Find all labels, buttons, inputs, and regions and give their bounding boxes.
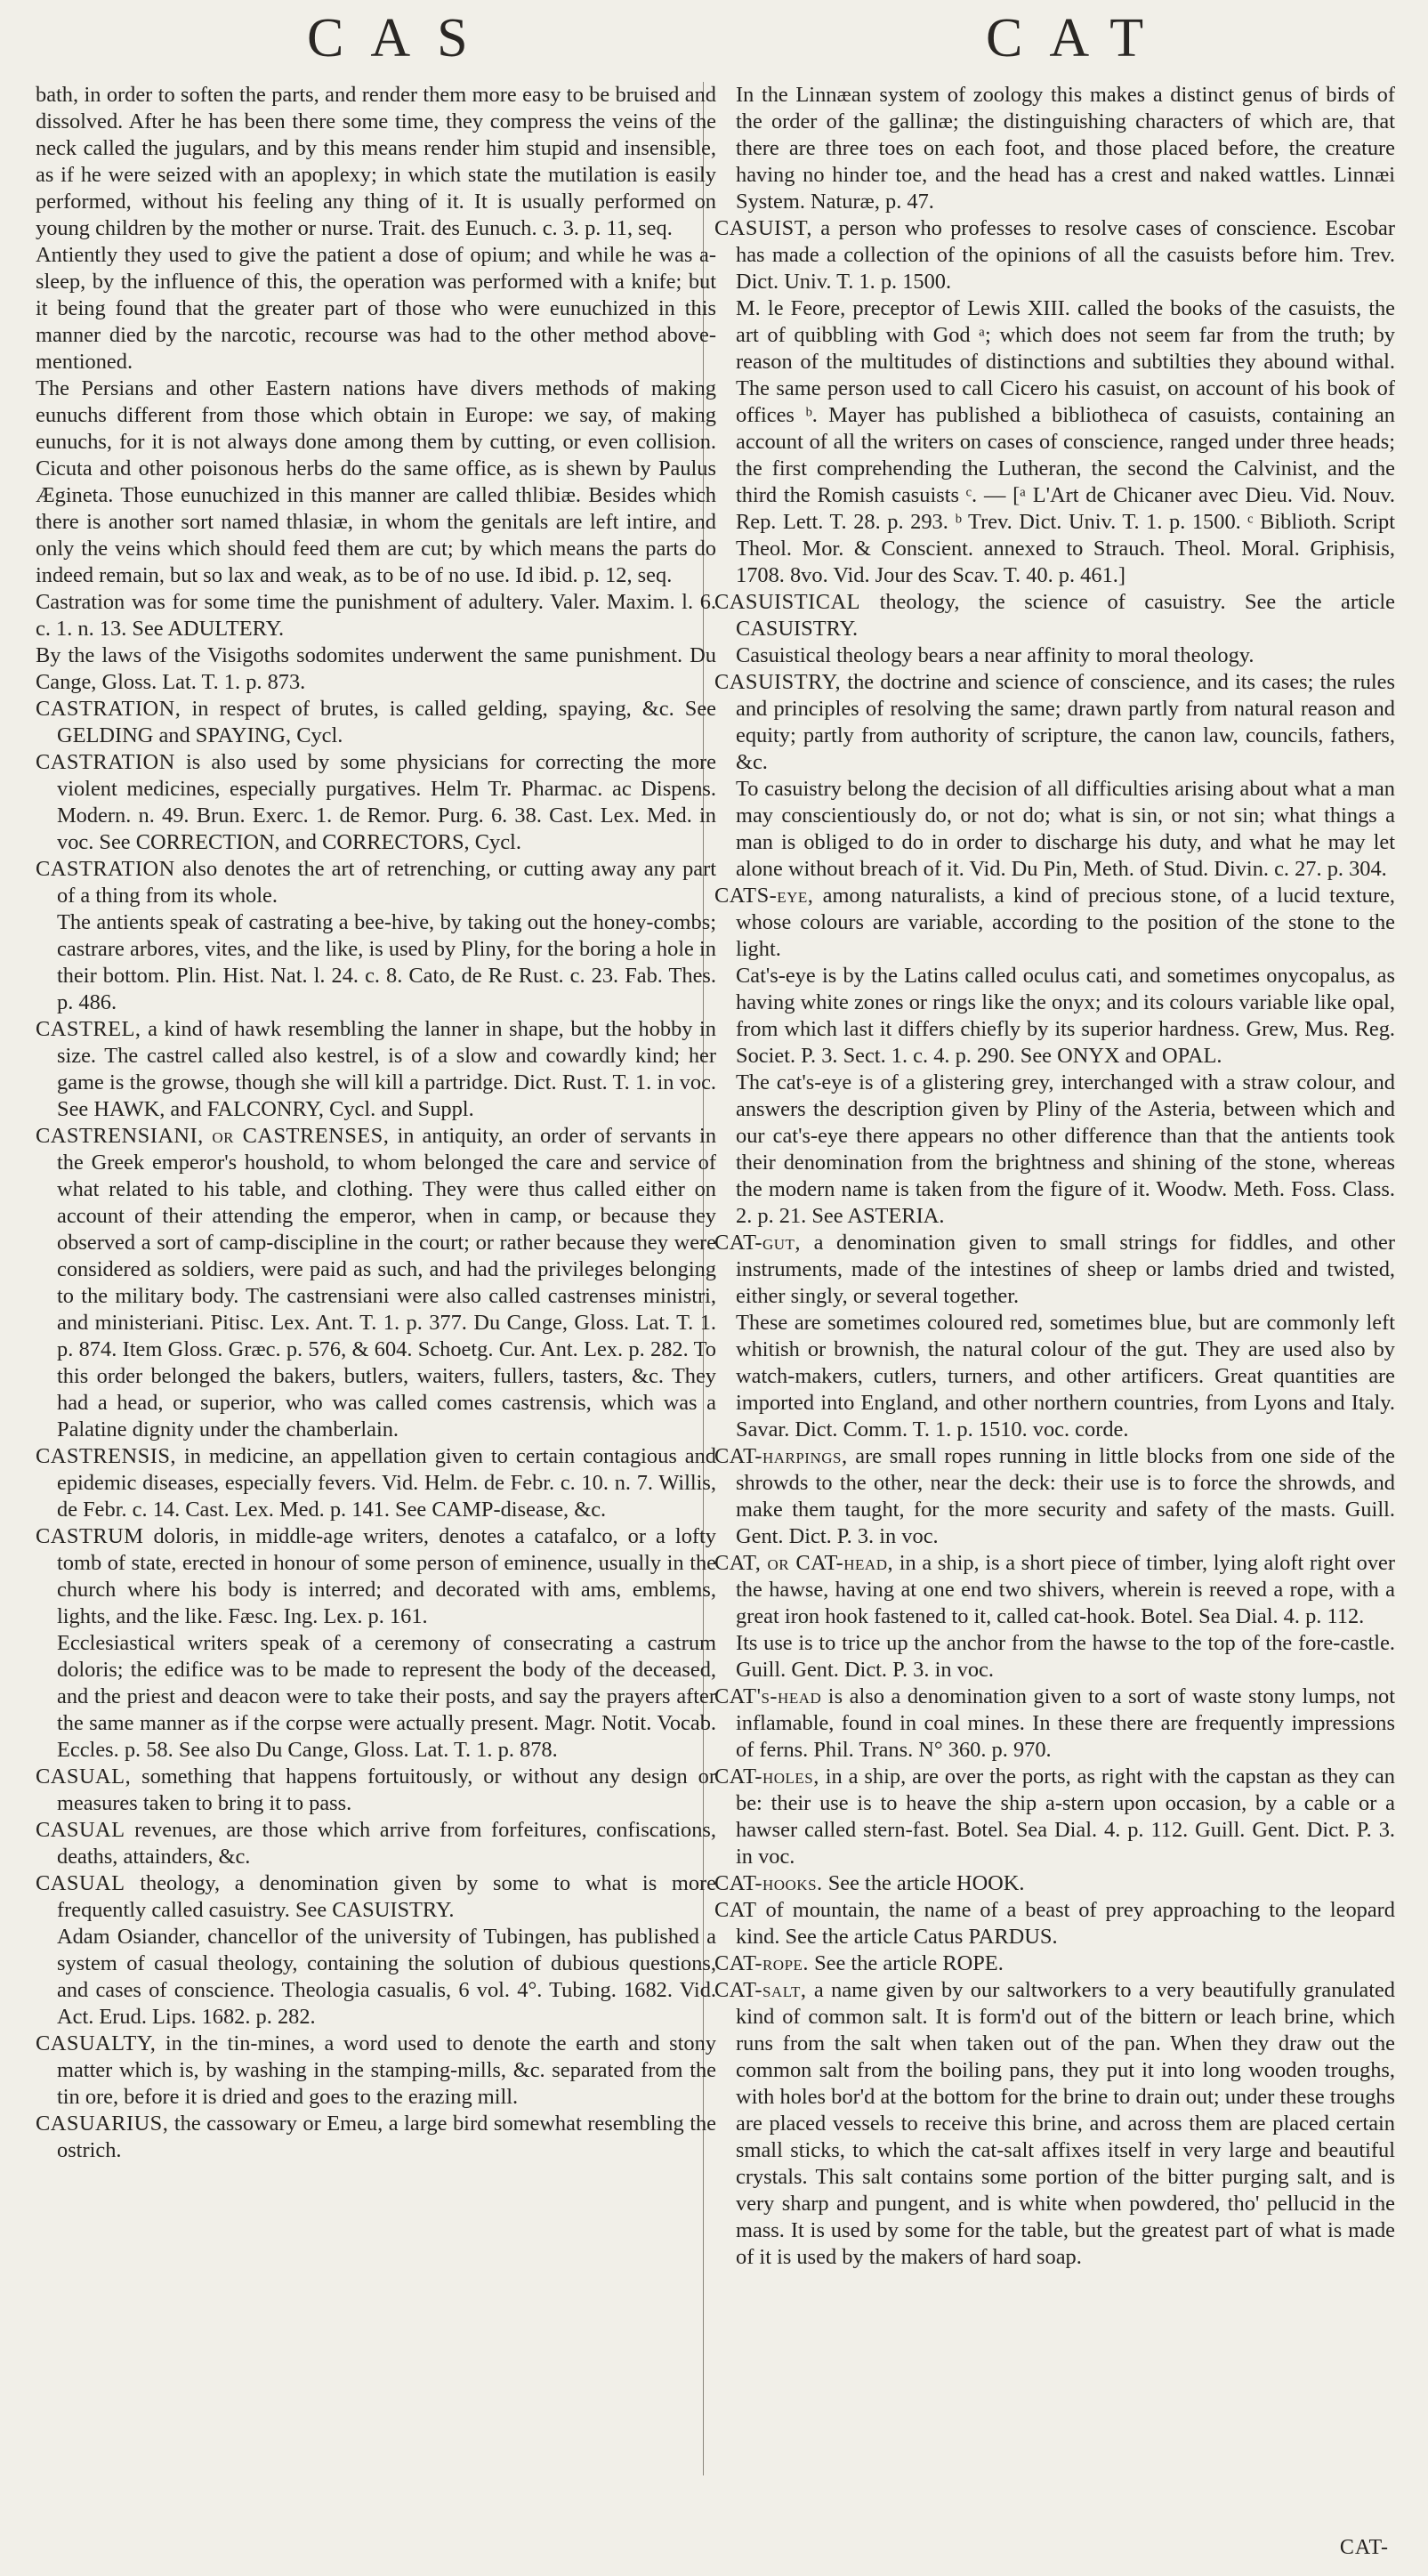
dictionary-entry (714, 1230, 1395, 1310)
entry-paragraph (36, 82, 716, 242)
entry-text: theology, a denomination given by some to what is more frequently called casuistry. See CASUISTRY. (57, 1871, 716, 1922)
entry-headword: CAT (714, 1898, 757, 1922)
entry-paragraph (714, 642, 1395, 669)
entry-paragraph (36, 375, 716, 589)
entry-headword: CASUIST, (714, 216, 812, 240)
entry-paragraph (714, 1630, 1395, 1684)
entry-paragraph (36, 1630, 716, 1764)
dictionary-entry (714, 1550, 1395, 1630)
entry-paragraph (714, 776, 1395, 883)
entry-text: a denomination given to small strings for fiddles, and other instruments, made of the intestines of sheep or lambs dried and twisted, either singly, or several together. (736, 1231, 1395, 1308)
entry-text: in a ship, are over the ports, as right with the capstan as they can be: their use is to heave the ship a-stern upon occasion, by a cable or a hawser called stern-fast. Botel. Sea Dial. 4. p. 112. Guill. Gent. Dict. P. 3. in voc. (736, 1764, 1395, 1869)
entry-headword: CASTRENSIS, (36, 1444, 176, 1468)
entry-text: Antiently they used to give the patient a dose of opium; and while he was a-sleep, by the influence of this, the operation was performed with a knife; but it being found that the greater part of those who were eunuchized in this manner died by the narcotic, recourse was had to the other method above-mentioned. (36, 243, 716, 374)
entry-text: M. le Feore, preceptor of Lewis XIII. called the books of the casuists, the art of quibbling with God ᵃ; which does not seem far from the truth; by reason of the multitudes of distinctions and subtilties they abound withal. The same person used to call Cicero his casuist, on account of his book of offices ᵇ. Mayer has published a bibliotheca of casuists, containing an account of all the writers on cases of conscience, ranged under three heads; the first comprehending the Lutheran, the second the Calvinist, and the third the Romish casuists ᶜ. — [ᵃ L'Art de Chicaner avec Dieu. Vid. Nouv. Rep. Lett. T. 28. p. 293. ᵇ Trev. Dict. Univ. T. 1. p. 1500. ᶜ Biblioth. Script Theol. Mor. & Conscient. annexed to Strauch. Theol. Moral. Griphisis, 1708. 8vo. Vid. Jour des Scav. T. 40. p. 461.] (736, 296, 1395, 587)
entry-headword: CAT, or CAT-head, (714, 1551, 894, 1575)
entry-text: the doctrine and science of conscience, and its cases; the rules and principles of resolving the same; drawn partly from natural reason and equity; partly from authority of scripture, the canon law, councils, fathers, &c. (736, 670, 1395, 774)
dictionary-entry (714, 669, 1395, 776)
entry-text: Its use is to trice up the anchor from the hawse to the top of the fore-castle. Guill. Gent. Dict. P. 3. in voc. (736, 1631, 1395, 1682)
entry-text: also denotes the art of retrenching, or cutting away any part of a thing from its whole. (57, 857, 716, 908)
entry-text: a person who professes to resolve cases of conscience. Escobar has made a collection of the opinions of all the casuists before him. Trev. Dict. Univ. T. 1. p. 1500. (736, 216, 1395, 294)
right-running-head: CAT (986, 8, 1171, 69)
entry-text: in the tin-mines, a word used to denote the earth and stony matter which is, by washing in the stamping-mills, &c. separated from the tin ore, before it is dried and goes to the erazing mill. (57, 2031, 716, 2109)
entry-paragraph (36, 909, 716, 1016)
entry-paragraph (714, 295, 1395, 589)
entry-paragraph (714, 1070, 1395, 1230)
entry-text: in respect of brutes, is called gelding, spaying, &c. See GELDING and SPAYING, Cycl. (57, 697, 716, 747)
entry-headword: CASTRATION, (36, 697, 182, 721)
dictionary-entry (36, 1123, 716, 1443)
entry-text: These are sometimes coloured red, sometimes blue, but are commonly left whitish or brownish, the natural colour of the gut. They are used also by watch-makers, cutlers, turners, and other artificers. Great quantities are imported into England, and other northern countries, from Lyons and Italy. Savar. Dict. Comm. T. 1. p. 1510. voc. corde. (736, 1311, 1395, 1441)
entry-headword: CASUAL (36, 1871, 125, 1895)
entry-text: among naturalists, a kind of precious stone, of a lucid texture, whose colours are variable, according to the position of the stone to the light. (736, 884, 1395, 961)
left-running-head: CAS (307, 8, 495, 69)
dictionary-entry (36, 2111, 716, 2164)
entry-headword: CAT-gut, (714, 1231, 801, 1255)
entry-text: See the article ROPE. (809, 1951, 1004, 1975)
entry-paragraph (714, 963, 1395, 1070)
dictionary-entry (714, 1684, 1395, 1764)
dictionary-entry (714, 589, 1395, 642)
entry-headword: CASTRENSIANI, or CASTRENSES, (36, 1124, 390, 1148)
entry-paragraph (36, 1924, 716, 2031)
dictionary-entry (36, 749, 716, 856)
entry-headword: CATS-eye, (714, 884, 814, 908)
entry-headword: CASUISTICAL (714, 590, 861, 614)
dictionary-entry (36, 1016, 716, 1123)
entry-headword: CASUARIUS, (36, 2112, 169, 2136)
entry-text: In the Linnæan system of zoology this makes a distinct genus of birds of the order of the gallinæ; the distinguishing characters of which are, that there are three toes on each foot, and those placed before, the creature having no hinder toe, and the head has a crest and naked wattles. Linnæi System. Naturæ, p. 47. (736, 83, 1395, 214)
entry-text: is also used by some physicians for correcting the more violent medicines, especially purgatives. Helm Tr. Pharmac. ac Dispens. Modern. n. 49. Brun. Exerc. 1. de Remor. Purg. 6. 38. Cast. Lex. Med. in voc. See CORRECTION, and CORRECTORS, Cycl. (57, 750, 716, 854)
entry-text: theology, the science of casuistry. See the article CASUISTRY. (736, 590, 1395, 641)
entry-text: Cat's-eye is by the Latins called oculus cati, and sometimes onycopalus, as having white zones or rings like the onyx; and its colours variable like opal, from which last it differs chiefly by its superior hardness. Grew, Mus. Reg. Societ. P. 3. Sect. 1. c. 4. p. 290. See ONYX and OPAL. (736, 964, 1395, 1068)
entry-text: The cat's-eye is of a glistering grey, interchanged with a straw colour, and answers the description given by Pliny of the Asteria, between which and our cat's-eye there appears no other difference than that the antients took their denomination from the brightness and shining of the stone, whereas the modern name is taken from the figure of it. Woodw. Meth. Foss. Class. 2. p. 21. See ASTERIA. (736, 1070, 1395, 1228)
entry-text: bath, in order to soften the parts, and render them more easy to be bruised and dissolved. After he has been there some time, they compress the veins of the neck called the jugulars, and by this means render him stupid and insensible, as if he were seized with an apoplexy; in which state the mutilation is easily performed, without his feeling any thing of it. It is usually performed on young children by the mother or nurse. Trait. des Eunuch. c. 3. p. 11, seq. (36, 83, 716, 240)
entry-headword: CASTRATION (36, 750, 175, 774)
dictionary-entry (36, 696, 716, 749)
entry-text: Adam Osiander, chancellor of the university of Tubingen, has published a system of casual theology, containing the solution of dubious questions, and cases of conscience. Theologia casualis, 6 vol. 4°. Tubing. 1682. Vid. Act. Erud. Lips. 1682. p. 282. (57, 1925, 716, 2029)
entry-paragraph (36, 589, 716, 642)
entry-text: is also a denomination given to a sort of waste stony lumps, not inflamable, found in coal mines. In these there are frequently impressions of ferns. Phil. Trans. N° 360. p. 970. (736, 1684, 1395, 1762)
entry-text: The Persians and other Eastern nations have divers methods of making eunuchs different from those which obtain in Europe: we say, of making eunuchs, for it is not always done among them by cutting, or even collision. Cicuta and other poisonous herbs do the same office, as is shewn by Paulus Ægineta. Those eunuchized in this manner are called thlibiæ. Besides which there is another sort named thlasiæ, in whom the genitals are left intire, and only the veins which should feed them are cut; by which means the parts do indeed remain, but so lax and weak, as to be of no use. Id ibid. p. 12, seq. (36, 376, 716, 587)
entry-text: a kind of hawk resembling the lanner in shape, but the hobby in size. The castrel called also kestrel, is of a slow and cowardly kind; her game is the growse, though she will kill a partridge. Dict. Rust. T. 1. in voc. See HAWK, and FALCONRY, Cycl. and Suppl. (57, 1017, 716, 1121)
entry-headword: CAT-rope. (714, 1951, 810, 1975)
left-column (36, 82, 716, 2164)
entry-text: in medicine, an appellation given to certain contagious and epidemic diseases, especially fevers. Vid. Helm. de Febr. c. 10. n. 7. Willis, de Febr. c. 14. Cast. Lex. Med. p. 141. See CAMP-disease, &c. (57, 1444, 716, 1522)
entry-headword: CAT-holes, (714, 1764, 819, 1789)
entry-text: are small ropes running in little blocks from one side of the shrowds to the other, near the deck: their use is to force the shrowds, and make them taught, for the more security and safety of the masts. Guill. Gent. Dict. P. 3. in voc. (736, 1444, 1395, 1548)
entry-headword: CASUAL (36, 1818, 125, 1842)
entry-headword: CASTRATION (36, 857, 175, 881)
entry-text: See the article HOOK. (822, 1871, 1025, 1895)
dictionary-entry (36, 1764, 716, 1817)
right-column (714, 82, 1395, 2271)
entry-text: something that happens fortuitously, or without any design or measures taken to bring it to pass. (57, 1764, 716, 1815)
entry-text: a name given by our saltworkers to a very beautifully granulated kind of common salt. It is form'd out of the bittern or leach brine, which runs from the salt when taken out of the pan. When they draw out the common salt from the boiling pans, they put it into long wooden troughs, with holes bor'd at the bottom for the brine to drain out; under these troughs are placed vessels to receive this brine, and across them are placed certain small sticks, to which the cat-salt affixes itself in very large and beautiful crystals. This salt contains some portion of the bitter purging salt, and is very sharp and pungent, and is white when powdered, tho' pellucid in the mass. It is used by some for the table, but the greatest part of what is made of it is used by the makers of hard soap. (736, 1978, 1395, 2269)
entry-text: doloris, in middle-age writers, denotes a catafalco, or a lofty tomb of state, erected in honour of some person of eminence, usually in the church where his body is interred; and decorated with ams, emblems, lights, and the like. Fæsc. Ing. Lex. p. 161. (57, 1524, 716, 1628)
dictionary-entry (714, 215, 1395, 295)
entry-paragraph (714, 1310, 1395, 1443)
dictionary-entry (36, 1870, 716, 1924)
dictionary-entry (36, 2031, 716, 2111)
entry-text: in a ship, is a short piece of timber, lying aloft right over the hawse, having at one end two shivers, wherein is reeved a rope, with a great iron hook fastened to it, called cat-hook. Botel. Sea Dial. 4. p. 112. (736, 1551, 1395, 1628)
entry-headword: CAT's-head (714, 1684, 822, 1708)
dictionary-entry (714, 1764, 1395, 1870)
entry-text: revenues, are those which arrive from forfeitures, confiscations, deaths, attainders, &c. (57, 1818, 716, 1869)
entry-text: To casuistry belong the decision of all difficulties arising about what a man may conscientiously do, or not do; what is sin, or not sin; what things a man is obliged to do in order to discharge his duty, and what he may let alone without breach of it. Vid. Du Pin, Meth. of Stud. Divin. c. 27. p. 304. (736, 777, 1395, 881)
entry-text: By the laws of the Visigoths sodomites underwent the same punishment. Du Cange, Gloss. Lat. T. 1. p. 873. (36, 643, 716, 694)
dictionary-entry (714, 883, 1395, 963)
entry-paragraph (36, 642, 716, 696)
entry-headword: CAT-hooks. (714, 1871, 823, 1895)
dictionary-entry (714, 1870, 1395, 1897)
entry-headword: CASUAL, (36, 1764, 132, 1789)
entry-text: Casuistical theology bears a near affinity to moral theology. (736, 643, 1255, 667)
entry-paragraph (714, 82, 1395, 215)
dictionary-entry (36, 1817, 716, 1870)
entry-headword: CAT-harpings, (714, 1444, 848, 1468)
dictionary-entry (36, 1523, 716, 1630)
dictionary-entry (36, 1443, 716, 1523)
entry-paragraph (36, 242, 716, 375)
dictionary-entry (714, 1977, 1395, 2271)
entry-text: of mountain, the name of a beast of prey approaching to the leopard kind. See the article Catus PARDUS. (736, 1898, 1395, 1949)
entry-headword: CASUALTY, (36, 2031, 157, 2055)
entry-text: the cassowary or Emeu, a large bird somewhat resembling the ostrich. (57, 2112, 716, 2162)
entry-text: Ecclesiastical writers speak of a ceremony of consecrating a castrum doloris; the edifice was to be made to represent the body of the deceased, and the priest and deacon were to take their posts, and say the prayers after the same manner as if the corpse were actually present. Magr. Notit. Vocab. Eccles. p. 58. See also Du Cange, Gloss. Lat. T. 1. p. 878. (57, 1631, 716, 1762)
entry-headword: CASTRUM (36, 1524, 144, 1548)
entry-headword: CASTREL, (36, 1017, 141, 1041)
catchword: CAT- (1339, 2536, 1389, 2559)
entry-text: in antiquity, an order of servants in the Greek emperor's houshold, to whom belonged the care and service of what related to his table, and clothing. They were thus called either on account of their attending the emperor, when in camp, or because they observed a sort of camp-discipline in the court; or rather because they were considered as soldiers, were paid as such, and had the privileges belonging to the military body. The castrensiani were also called castrenses ministri, and ministeriani. Pitisc. Lex. Ant. T. 1. p. 377. Du Cange, Gloss. Lat. T. 1. p. 874. Item Gloss. Græc. p. 576, & 604. Schoetg. Cur. Ant. Lex. p. 282. To this order belonged the bakers, butlers, waiters, fullers, tasters, &c. They had a head, or superior, who was called comes castrensis, which was a Palatine dignity under the chamberlain. (57, 1124, 717, 1441)
dictionary-entry (714, 1897, 1395, 1950)
dictionary-entry (714, 1443, 1395, 1550)
entry-headword: CAT-salt, (714, 1978, 807, 2002)
dictionary-entry (36, 856, 716, 909)
dictionary-entry (714, 1950, 1395, 1977)
entry-headword: CASUISTRY, (714, 670, 842, 694)
entry-text: Castration was for some time the punishment of adultery. Valer. Maxim. l. 6. c. 1. n. 13. See ADULTERY. (36, 590, 716, 641)
entry-text: The antients speak of castrating a bee-hive, by taking out the honey-combs; castrare arbores, vites, and the like, is used by Pliny, for the boring a hole in their bottom. Plin. Hist. Nat. l. 24. c. 8. Cato, de Re Rust. c. 23. Fab. Thes. p. 486. (57, 910, 716, 1014)
